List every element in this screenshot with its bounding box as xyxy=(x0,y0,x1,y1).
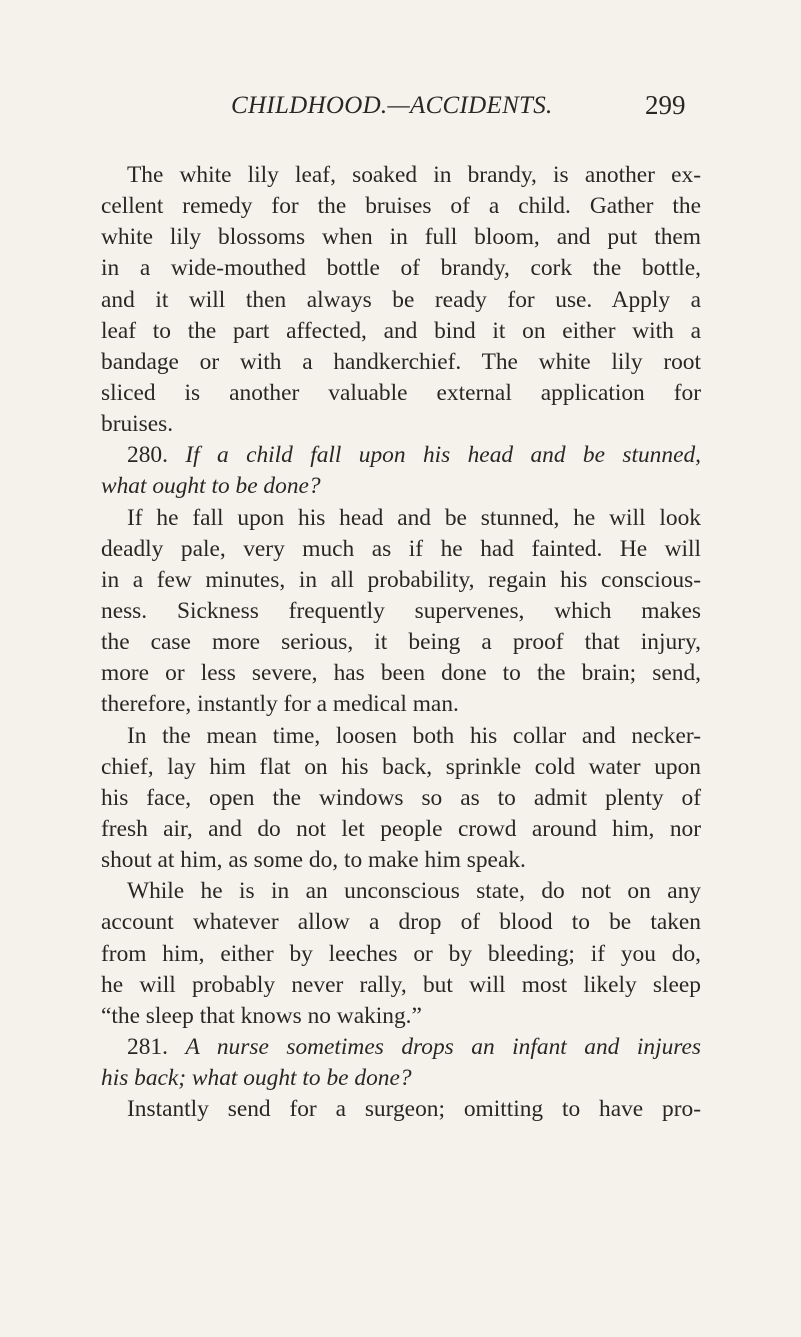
text-line: In the mean time, loosen both his collar and necker- xyxy=(127,722,701,749)
question-281-heading xyxy=(101,1032,701,1063)
text-line: While he is in an unconscious state, do not on any xyxy=(127,878,701,905)
question-280-number: 280. xyxy=(127,442,168,469)
page-number: 299 xyxy=(645,90,686,120)
text-line: therefore, instantly for a medical man. xyxy=(101,691,459,718)
text-line: cellent remedy for the bruises of a child. Gather the xyxy=(101,193,701,220)
text-line: his face, open the windows so as to admit plenty of xyxy=(101,784,701,811)
question-281-text: A nurse sometimes drops an infant and injures xyxy=(185,1033,701,1060)
text-line: and it will then always be ready for use. Apply a xyxy=(101,286,701,313)
running-title: CHILDHOOD.—ACCIDENTS. xyxy=(231,92,553,119)
text-line: from him, either by leeches or by bleeding; if you do, xyxy=(101,940,701,967)
text-line: ness. Sickness frequently supervenes, which makes xyxy=(101,597,701,624)
text-line: If he fall upon his head and be stunned, he will look xyxy=(127,504,701,531)
text-line: chief, lay him flat on his back, sprinkle cold water upon xyxy=(101,753,701,780)
text-line: shout at him, as some do, to make him speak. xyxy=(101,847,526,874)
text-line: white lily blossoms when in full bloom, and put them xyxy=(101,224,701,251)
text-line: account whatever allow a drop of blood to be taken xyxy=(101,909,701,936)
question-281-text-cont: his back; what ought to be done? xyxy=(101,1065,412,1092)
text-line: in a wide-mouthed bottle of brandy, cork the bottle, xyxy=(101,255,701,282)
question-280-text: If a child fall upon his head and be stunned, xyxy=(185,442,701,469)
question-281-number: 281. xyxy=(127,1033,168,1060)
text-line: more or less severe, has been done to the brain; send, xyxy=(101,660,701,687)
text-line: Instantly send for a surgeon; omitting to have pro- xyxy=(127,1096,701,1123)
text-line: bruises. xyxy=(101,411,174,438)
text-line: bandage or with a handkerchief. The white lily root xyxy=(101,348,701,375)
text-line: the case more serious, it being a proof that injury, xyxy=(101,629,701,656)
question-280-text-cont: what ought to be done? xyxy=(101,473,321,500)
text-line: in a few minutes, in all probability, regain his conscious- xyxy=(101,566,701,593)
text-line: deadly pale, very much as if he had fainted. He will xyxy=(101,535,701,562)
text-line: leaf to the part affected, and bind it on either with a xyxy=(101,317,701,344)
text-line: sliced is another valuable external application for xyxy=(101,379,701,406)
text-line: fresh air, and do not let people crowd around him, nor xyxy=(101,815,701,842)
question-280-heading xyxy=(101,440,701,471)
text-line: The white lily leaf, soaked in brandy, is another ex- xyxy=(127,162,701,188)
body-text xyxy=(101,160,701,1125)
text-line: “the sleep that knows no waking.” xyxy=(101,1002,422,1029)
text-line: he will probably never rally, but will most likely sleep xyxy=(101,971,701,998)
